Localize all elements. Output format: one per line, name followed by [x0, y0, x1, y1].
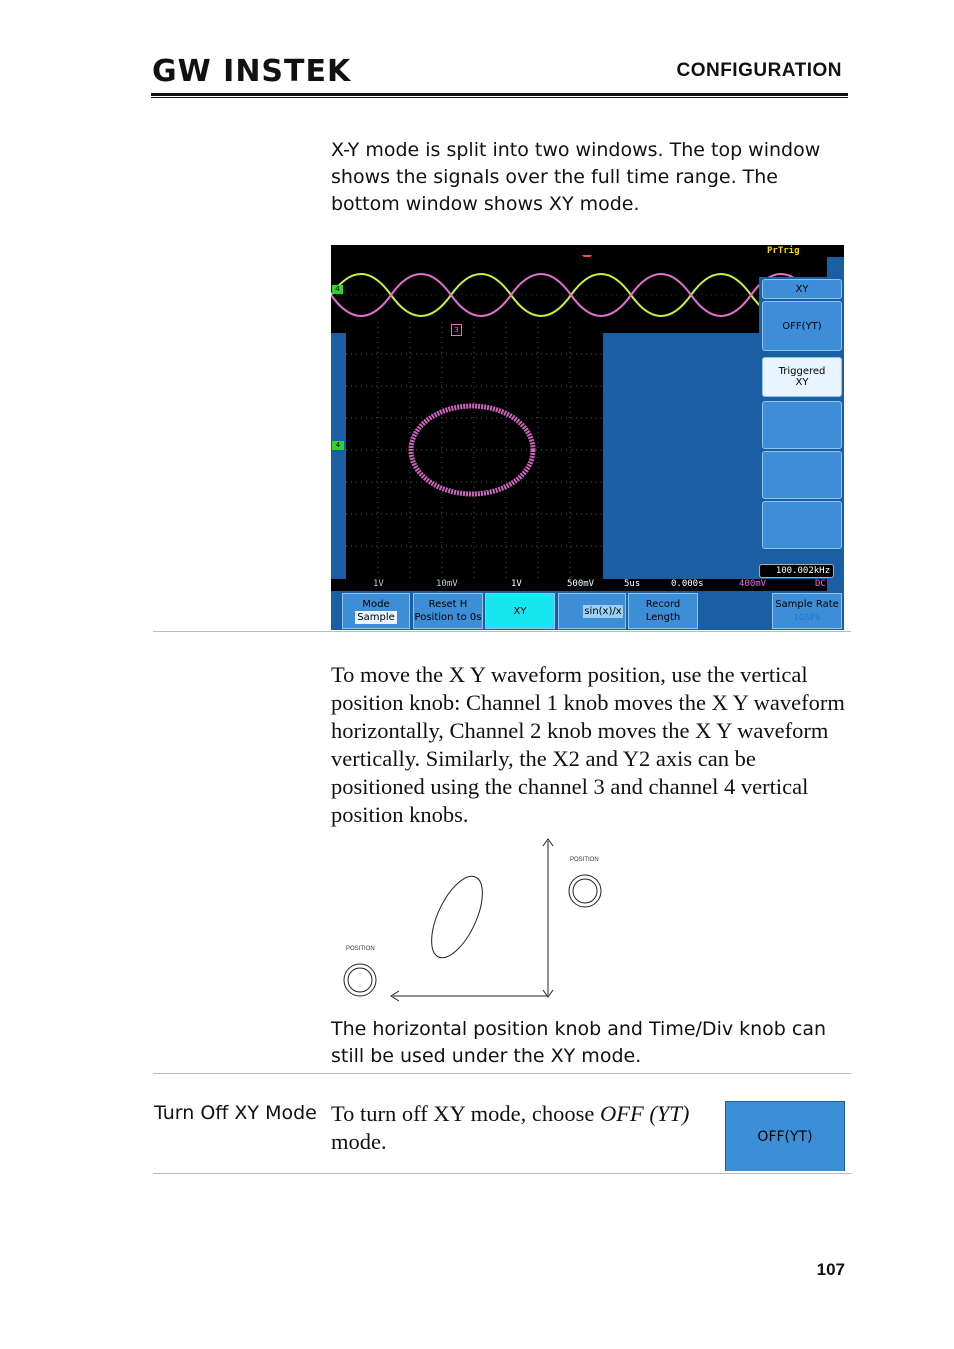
menu-triggered-label-2: XY [795, 377, 809, 388]
ch4-marker: 4 [332, 285, 343, 294]
status-ch1: 1V [373, 579, 384, 589]
menu-triggered-label-1: Triggered [778, 366, 826, 377]
horizontal-note: The horizontal position knob and Time/Div knob can still be used under the XY mode. [331, 1018, 827, 1067]
turn-off-italic: OFF (YT) [600, 1101, 690, 1126]
status-coupling: DC [815, 579, 826, 589]
menu-empty-button-2[interactable] [762, 451, 842, 499]
status-ch3: 1V [511, 579, 522, 589]
xy-button-label: XY [513, 605, 527, 617]
sinx-label: sin(x)/x [584, 605, 622, 617]
off-yt-button[interactable] [725, 1101, 845, 1171]
reset-h-position-button[interactable] [413, 593, 483, 629]
turn-off-xy-heading: Turn Off XY Mode [154, 1102, 317, 1124]
move-paragraph: To move the X Y waveform position, use the vertical position knob: Channel 1 knob moves the X Y waveform horizontally, Channel 2 knob moves the X Y waveform vertically. Similarly, the X2 and Y2 axis can be positioned using the channel 3 and channel 4 vertical position knobs. [331, 662, 845, 827]
oscilloscope-screen [331, 245, 844, 630]
menu-xy-title: XY [762, 279, 842, 299]
header-rule-thin [151, 97, 848, 98]
menu-triggered-xy-button[interactable] [762, 357, 842, 397]
page-number: 107 [816, 1260, 845, 1279]
off-yt-label: OFF(YT) [757, 1128, 813, 1145]
knob-label-ch2: POSITION [570, 857, 599, 863]
mode-label: Mode [362, 599, 390, 610]
mode-value: Sample [357, 612, 395, 623]
record-length-label-1: Record [645, 599, 681, 610]
mode-button[interactable] [342, 593, 410, 629]
xy-side-menu [759, 277, 844, 550]
divider-3 [153, 1173, 851, 1174]
sample-rate-button[interactable] [772, 593, 842, 629]
record-length-label-2: Length [645, 612, 681, 623]
turn-off-instruction [331, 1100, 721, 1156]
sample-rate-label: Sample Rate [775, 599, 839, 610]
intro-paragraph: X-Y mode is split into two windows. The top window shows the signals over the full time range. The bottom window shows XY mode. [331, 139, 821, 215]
menu-off-yt-label: OFF(YT) [782, 320, 822, 332]
xy-button[interactable] [485, 593, 555, 629]
pretrig-label: PrTrig [767, 246, 800, 256]
sinx-button[interactable] [558, 593, 626, 629]
ch4-xy-marker: 4 [332, 441, 344, 450]
record-length-button[interactable] [628, 593, 698, 629]
frequency-readout: 100.002kHz [759, 564, 834, 578]
xy-window [346, 322, 603, 584]
scope-status-bar [331, 579, 827, 591]
status-trigger-level: 400mV [739, 579, 767, 589]
menu-empty-button-1[interactable] [762, 401, 842, 449]
ch3-marker: 3 [451, 324, 462, 336]
status-ch4: 500mV [567, 579, 595, 589]
divider-2 [153, 1073, 851, 1074]
header-rule [151, 93, 848, 96]
sample-rate-value: 1GSPS [793, 613, 821, 622]
status-timebase: 5us [624, 579, 641, 589]
divider-1 [153, 631, 851, 632]
status-ch2: 10mV [436, 579, 458, 589]
xy-plot [346, 322, 603, 584]
status-position: 0.000s [671, 579, 704, 589]
menu-empty-button-3[interactable] [762, 501, 842, 549]
reset-h-label-1: Reset H [428, 599, 468, 610]
knob-label-ch1: POSITION [346, 946, 375, 952]
section-title: CONFIGURATION [676, 60, 842, 81]
gw-instek-logo: GW INSTEK [152, 54, 352, 89]
menu-off-yt-button[interactable] [762, 301, 842, 351]
reset-h-label-2: Position to 0s [414, 612, 482, 623]
turn-off-text-1: To turn off XY mode, choose [331, 1101, 595, 1126]
turn-off-text-2: mode. [331, 1129, 387, 1154]
